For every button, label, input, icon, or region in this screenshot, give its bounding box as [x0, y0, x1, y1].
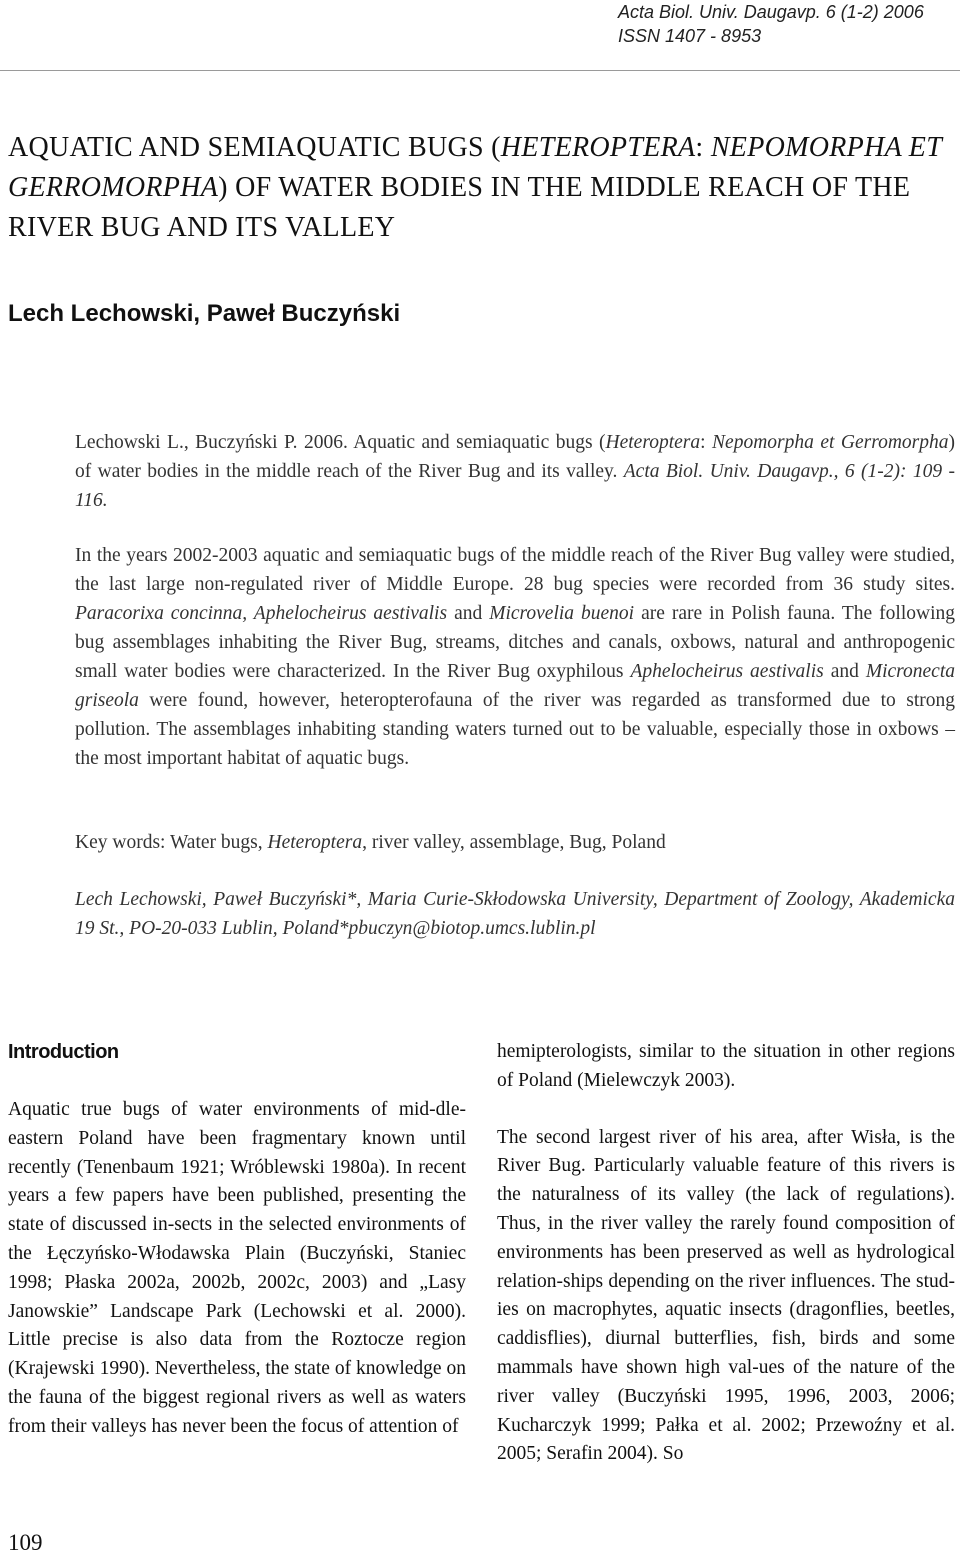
citation-part: : [700, 432, 713, 453]
citation-part: ) of water bodies in the middle reach of the River Bug and its valley. [75, 432, 955, 482]
abstract-part: and [823, 661, 866, 682]
keywords-part: , river valley, assemblage, Bug, Poland [362, 832, 666, 853]
title-part-italic: HETEROPTERA [500, 132, 696, 163]
citation [75, 428, 955, 515]
title-part: AQUATIC AND SEMIAQUATIC BUGS ( [8, 132, 501, 163]
title-part-italic: NEPOMORPHA ET GERROMORPHA [8, 132, 942, 203]
author-list: Lech Lechowski, Paweł Buczyński [8, 300, 401, 327]
intro-paragraph: The second largest river of his area, after Wisła, is the River Bug. Particularly valuable feature of this rivers is the naturalness of its valley (the lack of regulations). Thus, in the river valley the rarely found composition of environments has been preserved as well as hydrological relation-ships depending on the river influences. The stud-ies on macrophytes, aquatic insects (dragonflies, beetles, caddisflies), diurnal butterflies, fish, birds and some mammals have shown high val-ues of the nature of the river valley (Buczyński 1995, 1996, 2003, 2006; Kucharczyk 1999; Pałka et al. 2002; Przewoźny et al. 2005; Serafin 2004). So [497, 1126, 955, 1465]
keywords [75, 828, 955, 857]
page-number: 109 [8, 1530, 43, 1555]
species-name: Micronecta griseola [75, 661, 955, 711]
journal-issn: ISSN 1407 - 8953 [618, 26, 762, 46]
paragraph-gap [497, 1096, 955, 1124]
title-part: : [695, 132, 711, 163]
abstract-part: In the years 2002-2003 aquatic and semiaquatic bugs of the middle reach of the River Bug valley were studied, the last large non-regulated river of Middle Europe. 28 bug species were recorded from 36 study sites. [75, 545, 955, 595]
title-part: ) OF WATER BODIES IN THE MIDDLE REACH OF THE RIVER BUG AND ITS VALLEY [8, 172, 911, 243]
header-rule [0, 70, 960, 71]
right-column [497, 1038, 955, 1469]
abstract-part: were found, however, heteropterofauna of the river was regarded as transformed due to strong pollution. The assemblages inhabiting standing waters turned out to be valuable, especially those in oxbows – the most important habitat of aquatic bugs. [75, 690, 955, 769]
citation-part: Lechowski L., Buczyński P. 2006. Aquatic and semiaquatic bugs ( [75, 432, 606, 453]
abstract-part: and [447, 603, 490, 624]
intro-paragraph: Aquatic true bugs of water environments of mid-dle-eastern Poland have been fragmentary known until recently (Tenenbaum 1921; Wróblewski 1980a). In recent years a few papers have been published, presenting the state of discussed in-sects in the selected environments of the Łęczyńsko-Włodawska Plain (Buczyński, Staniec 1998; Płaska 2002a, 2002b, 2002c, 2003) and „Lasy Janowskie” Landscape Park (Lechowski et al. 2000). Little precise is also data from the Roztocze region (Krajewski 1990). Nevertheless, the state of knowledge on the fauna of the biggest regional rivers as well as waters from their valleys has never been the focus of attention of [8, 1099, 466, 1437]
species-name: Aphelocheirus aestivalis [630, 661, 824, 682]
author-affiliation: Lech Lechowski, Paweł Buczyński*, Maria Curie-Skłodowska University, Department of Zoology, Akademicka 19 St., PO-20-033 Lublin, Poland*pbuczyn@biotop.umcs.lublin.pl [75, 889, 955, 939]
abstract [75, 541, 955, 773]
intro-paragraph: hemipterologists, similar to the situation in other regions of Poland (Mielewczyk 2003). [497, 1041, 955, 1091]
left-column [8, 1038, 466, 1442]
species-name: Microvelia buenoi [489, 603, 635, 624]
citation-part-italic: Heteroptera [605, 432, 701, 453]
species-name: Paracorixa concinna, Aphelocheirus aestivalis [75, 603, 448, 624]
citation-journal: Acta Biol. Univ. Daugavp. [623, 461, 834, 482]
journal-header [618, 0, 948, 48]
abstract-part: are rare in Polish fauna. The following bug assemblages inhabiting the River Bug, streams, ditches and canals, oxbows, natural and anthropogenic small water bodies were characterized. In the River Bug oxyphilous [75, 603, 955, 682]
journal-citation: Acta Biol. Univ. Daugavp. 6 (1-2) 2006 [618, 2, 924, 22]
keywords-part: Key words: Water bugs, [75, 832, 268, 853]
section-heading: Introduction [8, 1041, 119, 1063]
citation-volume: , 6 (1-2): 109 - 116. [75, 461, 956, 511]
paper-title [8, 128, 953, 248]
citation-part-italic: Nepomorpha et Gerromorpha [712, 432, 949, 453]
keywords-part-italic: Heteroptera [267, 832, 363, 853]
